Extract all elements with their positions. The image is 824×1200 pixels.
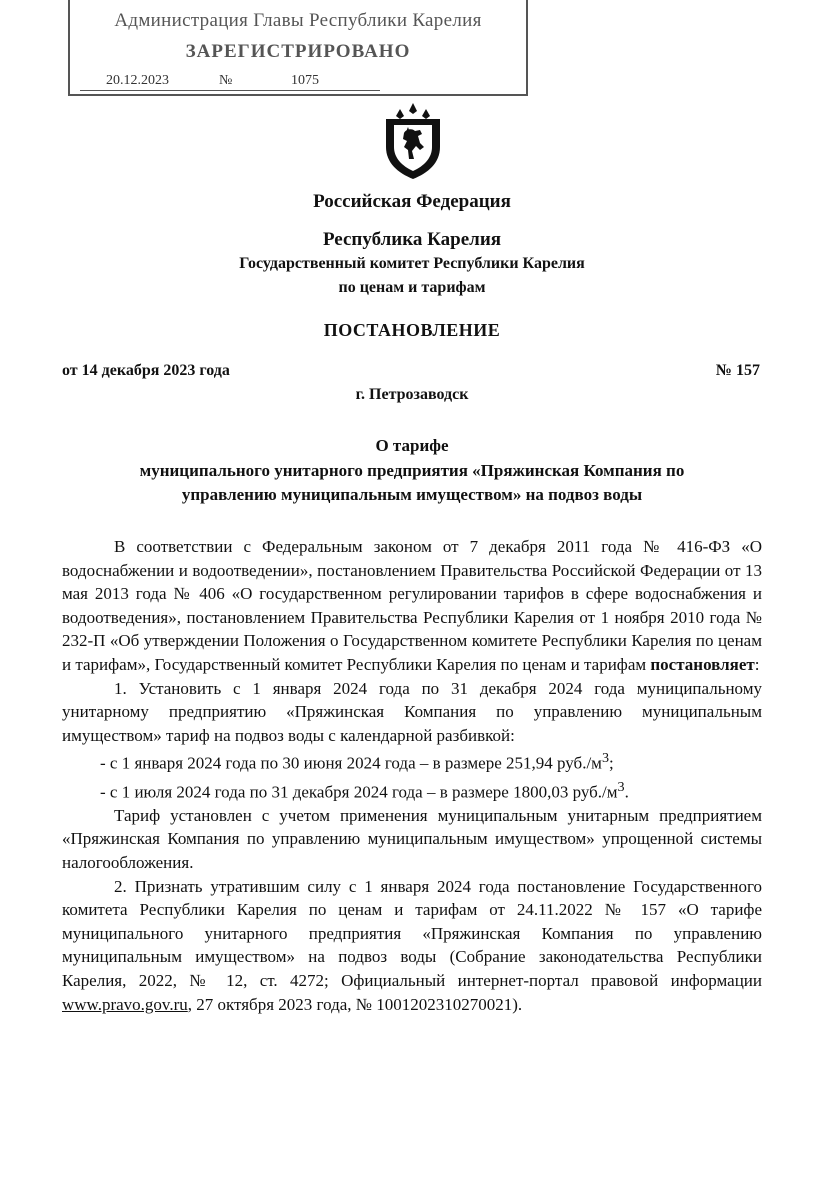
pravo-link[interactable]: www.pravo.gov.ru [62, 994, 188, 1014]
item-2-text: 2. Признать утратившим силу с 1 января 2024 года постановление Государственного комитета Республики Карелия по ценам и тарифам от 24.11.2022 № 157 «О тарифе муниципального унитарного предприятия «Пряжинская Компания по управлению муниципальным имуществом» на подвоз воды (Собрание законодательства Республики Карелия, 2022, № 12, ст. 4272; Официальный интернет-портал правовой информации [62, 876, 762, 990]
document-number: № 157 [715, 362, 760, 379]
stamp-date: 20.12.2023 [106, 73, 169, 88]
preamble-text: В соответствии с Федеральным законом от 7 декабря 2011 года № 416-ФЗ «О водоснабжении и водоотведении», постановлением Правительства Российской Федерации от 13 мая 2013 года № 406 «О государственном регулировании тарифов в сфере водоснабжения и водоотведения», постановлением Правительства Республики Карелия от 1 ноября 2010 года № 232-П «Об утверждении Положения о Государственном комитете Республики Карелия по ценам и тарифам», Государственный комитет Республики Карелия по ценам и тарифам [62, 537, 762, 674]
karelia-coat-of-arms-icon [382, 103, 444, 179]
stamp-status: ЗАРЕГИСТРИРОВАНО [185, 41, 411, 62]
item-1: 1. Установить с 1 января 2024 года по 31 декабря 2024 года муниципальному унитарному предприятию «Пряжинская Компания по управлению муниципальным имуществом» тариф на подвоз воды с календарной разбивкой: [62, 678, 762, 745]
document-title: О тарифе [375, 436, 449, 455]
registration-stamp [68, 0, 528, 96]
country-heading: Российская Федерация [313, 191, 511, 212]
document-title-line3: управлению муниципальным имуществом» на подвоз воды [181, 485, 643, 504]
unit-superscript: 3 [617, 778, 625, 795]
rate-1-end: ; [609, 754, 614, 773]
unit-superscript: 3 [601, 750, 610, 767]
document-title-line2: муниципального унитарного предприятия «Пряжинская Компания по [139, 461, 685, 480]
tax-note: Тариф установлен с учетом применения муниципальным унитарным предприятием «Пряжинская Компания по управлению муниципальным имуществом» упрощенной системы налогообложения. [62, 805, 762, 873]
item-2 [62, 875, 762, 1017]
item-2-end: , 27 октября 2023 года, № 1001202310270021). [187, 994, 523, 1014]
committee-heading-line2: по ценам и тарифам [338, 279, 486, 296]
republic-heading: Республика Карелия [322, 229, 502, 250]
stamp-number: 1075 [291, 73, 319, 88]
decree-word: постановляет [650, 654, 755, 674]
stamp-number-label: № [219, 73, 233, 88]
preamble-end: : [754, 654, 760, 674]
rate-line-2 [62, 776, 762, 804]
rate-2-text: - с 1 июля 2024 года по 31 декабря 2024 года – в размере 1800,03 руб./м [100, 782, 618, 802]
preamble-paragraph [62, 535, 762, 677]
stamp-organization: Администрация Главы Республики Карелия [114, 10, 482, 31]
rate-line-1 [62, 747, 762, 775]
committee-heading: Государственный комитет Республики Карелия [239, 255, 585, 272]
document-body [62, 535, 762, 1016]
document-city: г. Петрозаводск [355, 386, 469, 403]
rate-2-end: . [624, 782, 629, 802]
document-date: от 14 декабря 2023 года [62, 362, 230, 379]
document-type: ПОСТАНОВЛЕНИЕ [323, 320, 501, 340]
rate-1-text: - с 1 января 2024 года по 30 июня 2024 года – в размере 251,94 руб./м [100, 754, 602, 773]
